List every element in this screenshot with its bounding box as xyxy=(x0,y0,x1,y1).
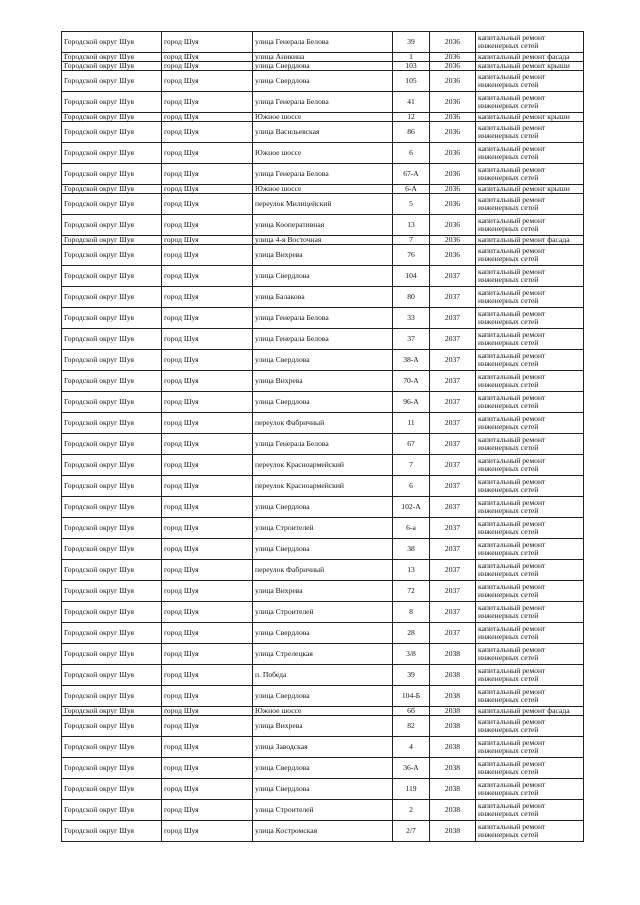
year-cell: 2038 xyxy=(430,779,476,800)
house-number-cell: 1 xyxy=(393,53,430,62)
street-cell: улица 4-я Восточная xyxy=(253,236,393,245)
table-row xyxy=(62,143,584,164)
district-cell: Городской округ Шуя xyxy=(62,71,162,92)
house-number-cell: 39 xyxy=(393,32,430,53)
work-type-cell: капитальный ремонт инженерных сетей xyxy=(476,686,584,707)
year-cell: 2037 xyxy=(430,287,476,308)
year-cell: 2038 xyxy=(430,737,476,758)
district-cell: Городской округ Шуя xyxy=(62,665,162,686)
year-cell: 2036 xyxy=(430,53,476,62)
district-cell: Городской округ Шуя xyxy=(62,143,162,164)
table-row xyxy=(62,581,584,602)
district-cell: Городской округ Шуя xyxy=(62,707,162,716)
district-cell: Городской округ Шуя xyxy=(62,236,162,245)
year-cell: 2037 xyxy=(430,371,476,392)
year-cell: 2038 xyxy=(430,758,476,779)
year-cell: 2036 xyxy=(430,215,476,236)
work-type-cell: капитальный ремонт инженерных сетей xyxy=(476,758,584,779)
house-number-cell: 82 xyxy=(393,716,430,737)
city-cell: город Шуя xyxy=(162,308,253,329)
district-cell: Городской округ Шуя xyxy=(62,215,162,236)
year-cell: 2036 xyxy=(430,194,476,215)
city-cell: город Шуя xyxy=(162,164,253,185)
city-cell: город Шуя xyxy=(162,287,253,308)
table-row xyxy=(62,518,584,539)
year-cell: 2036 xyxy=(430,143,476,164)
work-type-cell: капитальный ремонт инженерных сетей xyxy=(476,539,584,560)
year-cell: 2037 xyxy=(430,329,476,350)
table-row xyxy=(62,185,584,194)
street-cell: улица Свердлова xyxy=(253,71,393,92)
table-row xyxy=(62,644,584,665)
street-cell: улица Генерала Белова xyxy=(253,308,393,329)
house-number-cell: 96-А xyxy=(393,392,430,413)
street-cell: улица Костромская xyxy=(253,821,393,842)
street-cell: улица Вихрева xyxy=(253,371,393,392)
work-type-cell: капитальный ремонт инженерных сетей xyxy=(476,308,584,329)
table-row xyxy=(62,716,584,737)
street-cell: улица Свердлова xyxy=(253,266,393,287)
street-cell: Южное шоссе xyxy=(253,707,393,716)
city-cell: город Шуя xyxy=(162,644,253,665)
table-row xyxy=(62,707,584,716)
city-cell: город Шуя xyxy=(162,32,253,53)
city-cell: город Шуя xyxy=(162,686,253,707)
house-number-cell: 104-Б xyxy=(393,686,430,707)
work-type-cell: капитальный ремонт инженерных сетей xyxy=(476,413,584,434)
work-type-cell: капитальный ремонт инженерных сетей xyxy=(476,497,584,518)
year-cell: 2037 xyxy=(430,497,476,518)
work-type-cell: капитальный ремонт инженерных сетей xyxy=(476,737,584,758)
street-cell: улица Вихрева xyxy=(253,716,393,737)
house-number-cell: 104 xyxy=(393,266,430,287)
street-cell: улица Стрелецкая xyxy=(253,644,393,665)
street-cell: улица Аникина xyxy=(253,53,393,62)
street-cell: улица Кооперативная xyxy=(253,215,393,236)
city-cell: город Шуя xyxy=(162,821,253,842)
district-cell: Городской округ Шуя xyxy=(62,32,162,53)
street-cell: улица Свердлова xyxy=(253,686,393,707)
work-type-cell: капитальный ремонт инженерных сетей xyxy=(476,32,584,53)
street-cell: переулок Фабричный xyxy=(253,413,393,434)
year-cell: 2037 xyxy=(430,455,476,476)
city-cell: город Шуя xyxy=(162,476,253,497)
year-cell: 2036 xyxy=(430,92,476,113)
city-cell: город Шуя xyxy=(162,716,253,737)
city-cell: город Шуя xyxy=(162,623,253,644)
city-cell: город Шуя xyxy=(162,413,253,434)
district-cell: Городской округ Шуя xyxy=(62,434,162,455)
house-number-cell: 37 xyxy=(393,329,430,350)
year-cell: 2038 xyxy=(430,716,476,737)
city-cell: город Шуя xyxy=(162,737,253,758)
street-cell: улица Свердлова xyxy=(253,497,393,518)
city-cell: город Шуя xyxy=(162,434,253,455)
street-cell: переулок Красноармейский xyxy=(253,476,393,497)
city-cell: город Шуя xyxy=(162,71,253,92)
street-cell: улица Свердлова xyxy=(253,392,393,413)
district-cell: Городской округ Шуя xyxy=(62,287,162,308)
year-cell: 2038 xyxy=(430,821,476,842)
table-row xyxy=(62,623,584,644)
year-cell: 2037 xyxy=(430,476,476,497)
table-row xyxy=(62,71,584,92)
table-row xyxy=(62,737,584,758)
table-row xyxy=(62,287,584,308)
work-type-cell: капитальный ремонт инженерных сетей xyxy=(476,371,584,392)
district-cell: Городской округ Шуя xyxy=(62,122,162,143)
repair-schedule-table xyxy=(61,31,584,842)
work-type-cell: капитальный ремонт инженерных сетей xyxy=(476,71,584,92)
work-type-cell: капитальный ремонт крыши xyxy=(476,113,584,122)
street-cell: переулок Красноармейский xyxy=(253,455,393,476)
district-cell: Городской округ Шуя xyxy=(62,455,162,476)
year-cell: 2038 xyxy=(430,686,476,707)
house-number-cell: 105 xyxy=(393,71,430,92)
work-type-cell: капитальный ремонт фасада xyxy=(476,53,584,62)
district-cell: Городской округ Шуя xyxy=(62,92,162,113)
city-cell: город Шуя xyxy=(162,194,253,215)
table-row xyxy=(62,539,584,560)
house-number-cell: 80 xyxy=(393,287,430,308)
district-cell: Городской округ Шуя xyxy=(62,497,162,518)
district-cell: Городской округ Шуя xyxy=(62,800,162,821)
city-cell: город Шуя xyxy=(162,329,253,350)
year-cell: 2037 xyxy=(430,539,476,560)
house-number-cell: 12 xyxy=(393,113,430,122)
year-cell: 2036 xyxy=(430,164,476,185)
city-cell: город Шуя xyxy=(162,392,253,413)
work-type-cell: капитальный ремонт инженерных сетей xyxy=(476,518,584,539)
district-cell: Городской округ Шуя xyxy=(62,518,162,539)
work-type-cell: капитальный ремонт фасада xyxy=(476,707,584,716)
table-row xyxy=(62,497,584,518)
year-cell: 2036 xyxy=(430,245,476,266)
work-type-cell: капитальный ремонт фасада xyxy=(476,236,584,245)
district-cell: Городской округ Шуя xyxy=(62,686,162,707)
table-row xyxy=(62,821,584,842)
table-row xyxy=(62,32,584,53)
work-type-cell: капитальный ремонт инженерных сетей xyxy=(476,779,584,800)
city-cell: город Шуя xyxy=(162,62,253,71)
work-type-cell: капитальный ремонт инженерных сетей xyxy=(476,644,584,665)
street-cell: Южное шоссе xyxy=(253,143,393,164)
city-cell: город Шуя xyxy=(162,92,253,113)
street-cell: Южное шоссе xyxy=(253,113,393,122)
work-type-cell: капитальный ремонт инженерных сетей xyxy=(476,215,584,236)
house-number-cell: 7 xyxy=(393,236,430,245)
street-cell: улица Строителей xyxy=(253,518,393,539)
house-number-cell: 119 xyxy=(393,779,430,800)
district-cell: Городской округ Шуя xyxy=(62,53,162,62)
street-cell: улица Свердлова xyxy=(253,758,393,779)
work-type-cell: капитальный ремонт инженерных сетей xyxy=(476,623,584,644)
year-cell: 2037 xyxy=(430,392,476,413)
house-number-cell: 7 xyxy=(393,455,430,476)
house-number-cell: 38 xyxy=(393,539,430,560)
city-cell: город Шуя xyxy=(162,518,253,539)
street-cell: улица Генерала Белова xyxy=(253,92,393,113)
street-cell: улица Заводская xyxy=(253,737,393,758)
district-cell: Городской округ Шуя xyxy=(62,113,162,122)
street-cell: улица Строителей xyxy=(253,800,393,821)
house-number-cell: 38-А xyxy=(393,350,430,371)
year-cell: 2036 xyxy=(430,62,476,71)
house-number-cell: 3/8 xyxy=(393,644,430,665)
city-cell: город Шуя xyxy=(162,758,253,779)
district-cell: Городской округ Шуя xyxy=(62,539,162,560)
table-row xyxy=(62,308,584,329)
year-cell: 2037 xyxy=(430,602,476,623)
work-type-cell: капитальный ремонт инженерных сетей xyxy=(476,476,584,497)
year-cell: 2036 xyxy=(430,71,476,92)
table-row xyxy=(62,53,584,62)
district-cell: Городской округ Шуя xyxy=(62,194,162,215)
street-cell: улица Генерала Белова xyxy=(253,329,393,350)
table-row xyxy=(62,455,584,476)
table-row xyxy=(62,266,584,287)
district-cell: Городской округ Шуя xyxy=(62,779,162,800)
house-number-cell: 103 xyxy=(393,62,430,71)
house-number-cell: 67 xyxy=(393,434,430,455)
house-number-cell: 6 xyxy=(393,476,430,497)
year-cell: 2037 xyxy=(430,518,476,539)
city-cell: город Шуя xyxy=(162,215,253,236)
year-cell: 2037 xyxy=(430,413,476,434)
work-type-cell: капитальный ремонт крыши xyxy=(476,185,584,194)
district-cell: Городской округ Шуя xyxy=(62,350,162,371)
district-cell: Городской округ Шуя xyxy=(62,737,162,758)
district-cell: Городской округ Шуя xyxy=(62,644,162,665)
work-type-cell: капитальный ремонт инженерных сетей xyxy=(476,602,584,623)
work-type-cell: капитальный ремонт инженерных сетей xyxy=(476,434,584,455)
house-number-cell: 13 xyxy=(393,215,430,236)
house-number-cell: 13 xyxy=(393,560,430,581)
table-row xyxy=(62,392,584,413)
district-cell: Городской округ Шуя xyxy=(62,185,162,194)
year-cell: 2036 xyxy=(430,122,476,143)
table-row xyxy=(62,215,584,236)
city-cell: город Шуя xyxy=(162,371,253,392)
work-type-cell: капитальный ремонт инженерных сетей xyxy=(476,287,584,308)
street-cell: улица Свердлова xyxy=(253,623,393,644)
year-cell: 2037 xyxy=(430,581,476,602)
table-row xyxy=(62,245,584,266)
table-row xyxy=(62,665,584,686)
work-type-cell: капитальный ремонт инженерных сетей xyxy=(476,329,584,350)
house-number-cell: 67-А xyxy=(393,164,430,185)
work-type-cell: капитальный ремонт инженерных сетей xyxy=(476,800,584,821)
table-row xyxy=(62,434,584,455)
city-cell: город Шуя xyxy=(162,143,253,164)
table-row xyxy=(62,122,584,143)
house-number-cell: 33 xyxy=(393,308,430,329)
street-cell: переулок Фабричный xyxy=(253,560,393,581)
table-row xyxy=(62,350,584,371)
work-type-cell: капитальный ремонт инженерных сетей xyxy=(476,122,584,143)
city-cell: город Шуя xyxy=(162,800,253,821)
city-cell: город Шуя xyxy=(162,266,253,287)
year-cell: 2036 xyxy=(430,236,476,245)
street-cell: улица Строителей xyxy=(253,602,393,623)
year-cell: 2038 xyxy=(430,644,476,665)
street-cell: Южное шоссе xyxy=(253,185,393,194)
district-cell: Городской округ Шуя xyxy=(62,581,162,602)
city-cell: город Шуя xyxy=(162,779,253,800)
street-cell: улица Васильевская xyxy=(253,122,393,143)
table-row xyxy=(62,62,584,71)
house-number-cell: 5 xyxy=(393,194,430,215)
city-cell: город Шуя xyxy=(162,245,253,266)
table-row xyxy=(62,329,584,350)
district-cell: Городской округ Шуя xyxy=(62,392,162,413)
city-cell: город Шуя xyxy=(162,497,253,518)
house-number-cell: 2 xyxy=(393,800,430,821)
table-row xyxy=(62,113,584,122)
city-cell: город Шуя xyxy=(162,581,253,602)
street-cell: переулок Милицейский xyxy=(253,194,393,215)
work-type-cell: капитальный ремонт инженерных сетей xyxy=(476,665,584,686)
district-cell: Городской округ Шуя xyxy=(62,623,162,644)
year-cell: 2037 xyxy=(430,560,476,581)
work-type-cell: капитальный ремонт инженерных сетей xyxy=(476,266,584,287)
year-cell: 2037 xyxy=(430,266,476,287)
work-type-cell: капитальный ремонт инженерных сетей xyxy=(476,455,584,476)
district-cell: Городской округ Шуя xyxy=(62,602,162,623)
district-cell: Городской округ Шуя xyxy=(62,245,162,266)
street-cell: улица Свердлова xyxy=(253,62,393,71)
year-cell: 2037 xyxy=(430,350,476,371)
city-cell: город Шуя xyxy=(162,122,253,143)
year-cell: 2038 xyxy=(430,800,476,821)
table-row xyxy=(62,92,584,113)
street-cell: улица Свердлова xyxy=(253,779,393,800)
table-row xyxy=(62,194,584,215)
city-cell: город Шуя xyxy=(162,602,253,623)
year-cell: 2036 xyxy=(430,32,476,53)
house-number-cell: 41 xyxy=(393,92,430,113)
district-cell: Городской округ Шуя xyxy=(62,371,162,392)
street-cell: улица Вихрева xyxy=(253,245,393,266)
table-row xyxy=(62,476,584,497)
city-cell: город Шуя xyxy=(162,236,253,245)
district-cell: Городской округ Шуя xyxy=(62,62,162,71)
table-row xyxy=(62,413,584,434)
house-number-cell: 6 xyxy=(393,143,430,164)
year-cell: 2037 xyxy=(430,434,476,455)
city-cell: город Шуя xyxy=(162,665,253,686)
table-row xyxy=(62,758,584,779)
house-number-cell: 86 xyxy=(393,122,430,143)
work-type-cell: капитальный ремонт инженерных сетей xyxy=(476,164,584,185)
house-number-cell: 8 xyxy=(393,602,430,623)
city-cell: город Шуя xyxy=(162,185,253,194)
year-cell: 2037 xyxy=(430,623,476,644)
work-type-cell: капитальный ремонт инженерных сетей xyxy=(476,821,584,842)
house-number-cell: 72 xyxy=(393,581,430,602)
house-number-cell: 76 xyxy=(393,245,430,266)
street-cell: улица Генерала Белова xyxy=(253,434,393,455)
city-cell: город Шуя xyxy=(162,455,253,476)
house-number-cell: 70-А xyxy=(393,371,430,392)
table-row xyxy=(62,686,584,707)
city-cell: город Шуя xyxy=(162,707,253,716)
street-cell: улица Вихрева xyxy=(253,581,393,602)
house-number-cell: 39 xyxy=(393,665,430,686)
district-cell: Городской округ Шуя xyxy=(62,413,162,434)
work-type-cell: капитальный ремонт инженерных сетей xyxy=(476,194,584,215)
street-cell: улица Свердлова xyxy=(253,539,393,560)
year-cell: 2036 xyxy=(430,185,476,194)
work-type-cell: капитальный ремонт инженерных сетей xyxy=(476,350,584,371)
year-cell: 2036 xyxy=(430,113,476,122)
street-cell: улица Свердлова xyxy=(253,350,393,371)
work-type-cell: капитальный ремонт инженерных сетей xyxy=(476,92,584,113)
street-cell: улица Генерала Белова xyxy=(253,164,393,185)
house-number-cell: 2/7 xyxy=(393,821,430,842)
work-type-cell: капитальный ремонт инженерных сетей xyxy=(476,245,584,266)
district-cell: Городской округ Шуя xyxy=(62,308,162,329)
street-cell: п. Победа xyxy=(253,665,393,686)
table-row xyxy=(62,371,584,392)
district-cell: Городской округ Шуя xyxy=(62,821,162,842)
year-cell: 2037 xyxy=(430,308,476,329)
house-number-cell: 11 xyxy=(393,413,430,434)
district-cell: Городской округ Шуя xyxy=(62,758,162,779)
table-row xyxy=(62,560,584,581)
district-cell: Городской округ Шуя xyxy=(62,716,162,737)
table-row xyxy=(62,800,584,821)
district-cell: Городской округ Шуя xyxy=(62,164,162,185)
district-cell: Городской округ Шуя xyxy=(62,476,162,497)
work-type-cell: капитальный ремонт инженерных сетей xyxy=(476,392,584,413)
work-type-cell: капитальный ремонт инженерных сетей xyxy=(476,716,584,737)
house-number-cell: 6-а xyxy=(393,518,430,539)
street-cell: улица Генерала Белова xyxy=(253,32,393,53)
street-cell: улица Балакова xyxy=(253,287,393,308)
table-row xyxy=(62,602,584,623)
city-cell: город Шуя xyxy=(162,539,253,560)
city-cell: город Шуя xyxy=(162,113,253,122)
district-cell: Городской округ Шуя xyxy=(62,266,162,287)
house-number-cell: 36-А xyxy=(393,758,430,779)
house-number-cell: 6б xyxy=(393,707,430,716)
house-number-cell: 28 xyxy=(393,623,430,644)
table-row xyxy=(62,779,584,800)
table-row xyxy=(62,164,584,185)
year-cell: 2038 xyxy=(430,665,476,686)
city-cell: город Шуя xyxy=(162,53,253,62)
city-cell: город Шуя xyxy=(162,350,253,371)
house-number-cell: 6-А xyxy=(393,185,430,194)
work-type-cell: капитальный ремонт инженерных сетей xyxy=(476,581,584,602)
house-number-cell: 4 xyxy=(393,737,430,758)
work-type-cell: капитальный ремонт инженерных сетей xyxy=(476,560,584,581)
district-cell: Городской округ Шуя xyxy=(62,329,162,350)
work-type-cell: капитальный ремонт инженерных сетей xyxy=(476,143,584,164)
house-number-cell: 102-А xyxy=(393,497,430,518)
city-cell: город Шуя xyxy=(162,560,253,581)
table-body xyxy=(62,32,584,842)
table-row xyxy=(62,236,584,245)
document-page xyxy=(61,31,583,842)
year-cell: 2038 xyxy=(430,707,476,716)
work-type-cell: капитальный ремонт крыши xyxy=(476,62,584,71)
district-cell: Городской округ Шуя xyxy=(62,560,162,581)
